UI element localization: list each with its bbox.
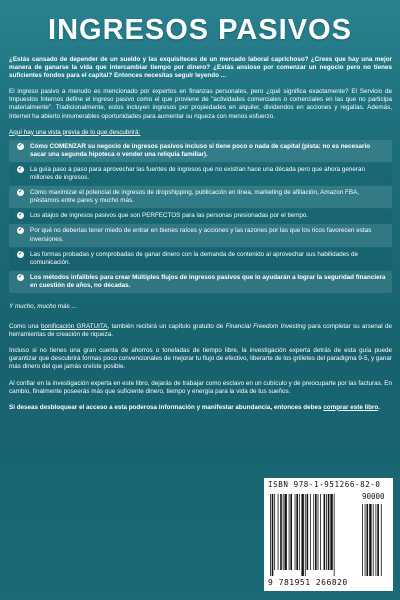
bullet-text: Los atajos de ingresos pasivos que son PERFECTOS para las personas presionadas por el tiempo. bbox=[30, 212, 309, 220]
checkmark-icon: ✓ bbox=[17, 189, 24, 196]
preview-bullet-list bbox=[9, 140, 392, 293]
bullet-item bbox=[9, 186, 392, 208]
bullet-text: Las formas probadas y comprobadas de ganar dinero con la demanda de contenido al aprovechar sus habilidades de comunicación. bbox=[30, 250, 359, 266]
checkmark-icon: ✓ bbox=[17, 227, 24, 234]
bullet-item bbox=[9, 248, 392, 270]
preview-heading: Aquí hay una vista previa de lo que descubrirá: bbox=[9, 128, 141, 136]
price-code: 90000 bbox=[362, 492, 385, 501]
bonus-prefix: Como una bbox=[9, 323, 41, 331]
bullet-item bbox=[9, 209, 392, 223]
bullet-text: Cómo COMENZAR su negocio de ingresos pasivos incluso si tiene poco o nada de capital (pista: no es necesario sacar una segunda hipoteca o vender una reliquia familiar). bbox=[30, 142, 371, 158]
bullet-text: La guía paso a paso para aprovechar las fuentes de ingresos que no existían hace una década pero que ahora generan millones de ingresos. bbox=[30, 165, 366, 182]
intro-paragraph: ¿Estás cansado de depender de un sueldo y las exquisiteces de un mercado laboral caprichoso? ¿Crees que hay una mejor manera de ganarse la vida que intercambiar tiempo por dinero? ¿Estás ansioso por comenzar un negocio pero no tienes suficientes fondos para el capital? Entonces necesitas seguir leyendo ... bbox=[9, 56, 392, 80]
bonus-suffix: para completar su arsenal de herramientas de creación de riqueza. bbox=[9, 323, 392, 339]
barcode-bars bbox=[268, 490, 389, 578]
tagline: Y mucho, mucho más ... bbox=[9, 302, 77, 310]
bullet-item bbox=[9, 224, 392, 246]
book-title: INGRESOS PASIVOS bbox=[48, 14, 352, 46]
bullet-text: Los métodos infalibles para crear Múltiples flujos de ingresos pasivos que lo ayudarán a lograr la seguridad financiera en cuestión de años, no décadas. bbox=[30, 273, 386, 289]
cover-description bbox=[9, 56, 392, 420]
cta-text: Si deseas desbloquear el acceso a esta poderosa información y manifestar abundancia, entonces debes bbox=[9, 403, 324, 411]
checkmark-icon: ✓ bbox=[17, 250, 24, 257]
bullet-text: Por qué no deberías tener miedo de entrar en bienes raíces y acciones y las razones por las que los ricos favorecen estas inversiones. bbox=[30, 227, 372, 243]
bullet-text: Cómo maximizar el potencial de ingresos de dropshipping, publicación en línea, marketing de afiliación, Amazon FBA, préstamos entre pares y mucho más. bbox=[30, 189, 360, 205]
cta-link: comprar este libro bbox=[323, 403, 379, 411]
bonus-link: bonificación GRATUITA bbox=[40, 323, 108, 331]
bullet-item bbox=[9, 140, 392, 162]
bullet-item bbox=[9, 163, 392, 185]
research-paragraph: Incluso si no tienes una gran cuenta de ahorros o toneladas de tiempo libre, la investigación experta detrás de esta guía puede garantizar que descubrirá formas poco convencionales de mejorar tu flujo de efectivo, liberarte de los grilletes del paradigma 9-5, y ganar más dinero del que jamás creíste posible. bbox=[9, 347, 392, 371]
bonus-book-title: Financial Freedom Investing bbox=[225, 323, 306, 331]
checkmark-icon: ✓ bbox=[17, 212, 24, 219]
trust-paragraph: Al confiar en la investigación experta en este libro, dejarás de trabajar como esclavo en un cubículo y de preocuparte por las facturas. En cambio, finalmente poseerás más que suficiente dinero, tiempo y energía para la vida de tus sueños. bbox=[9, 379, 392, 395]
isbn-label: ISBN 978-1-951266-82-0 bbox=[268, 480, 381, 489]
checkmark-icon: ✓ bbox=[17, 165, 24, 172]
bonus-middle: , también recibirá un capítulo gratuito de bbox=[107, 323, 226, 331]
cta-end: . bbox=[378, 403, 380, 411]
checkmark-icon: ✓ bbox=[17, 273, 24, 280]
ean-digits: 9 781951 266820 bbox=[268, 578, 348, 587]
isbn-barcode bbox=[264, 478, 393, 591]
checkmark-icon: ✓ bbox=[17, 142, 24, 149]
call-to-action bbox=[9, 404, 392, 412]
bonus-paragraph bbox=[9, 323, 392, 339]
definition-paragraph: El ingreso pasivo a menudo es mencionado por expertos en finanzas personales, pero ¿qué significa exactamente? El Servicio de Impuestos Internos define el ingreso pasivo como el que proviene de "actividades comerciales o comerciales en las que no participa materialmente". Tradicionalmente, estos incluyen ingresos por propiedades en alquiler, dividendos en acciones y regalías. Además, Internet ha abierto innumerables oportunidades para aumentar su riqueza con menos esfuerzo. bbox=[9, 88, 392, 120]
bullet-item bbox=[9, 271, 392, 293]
